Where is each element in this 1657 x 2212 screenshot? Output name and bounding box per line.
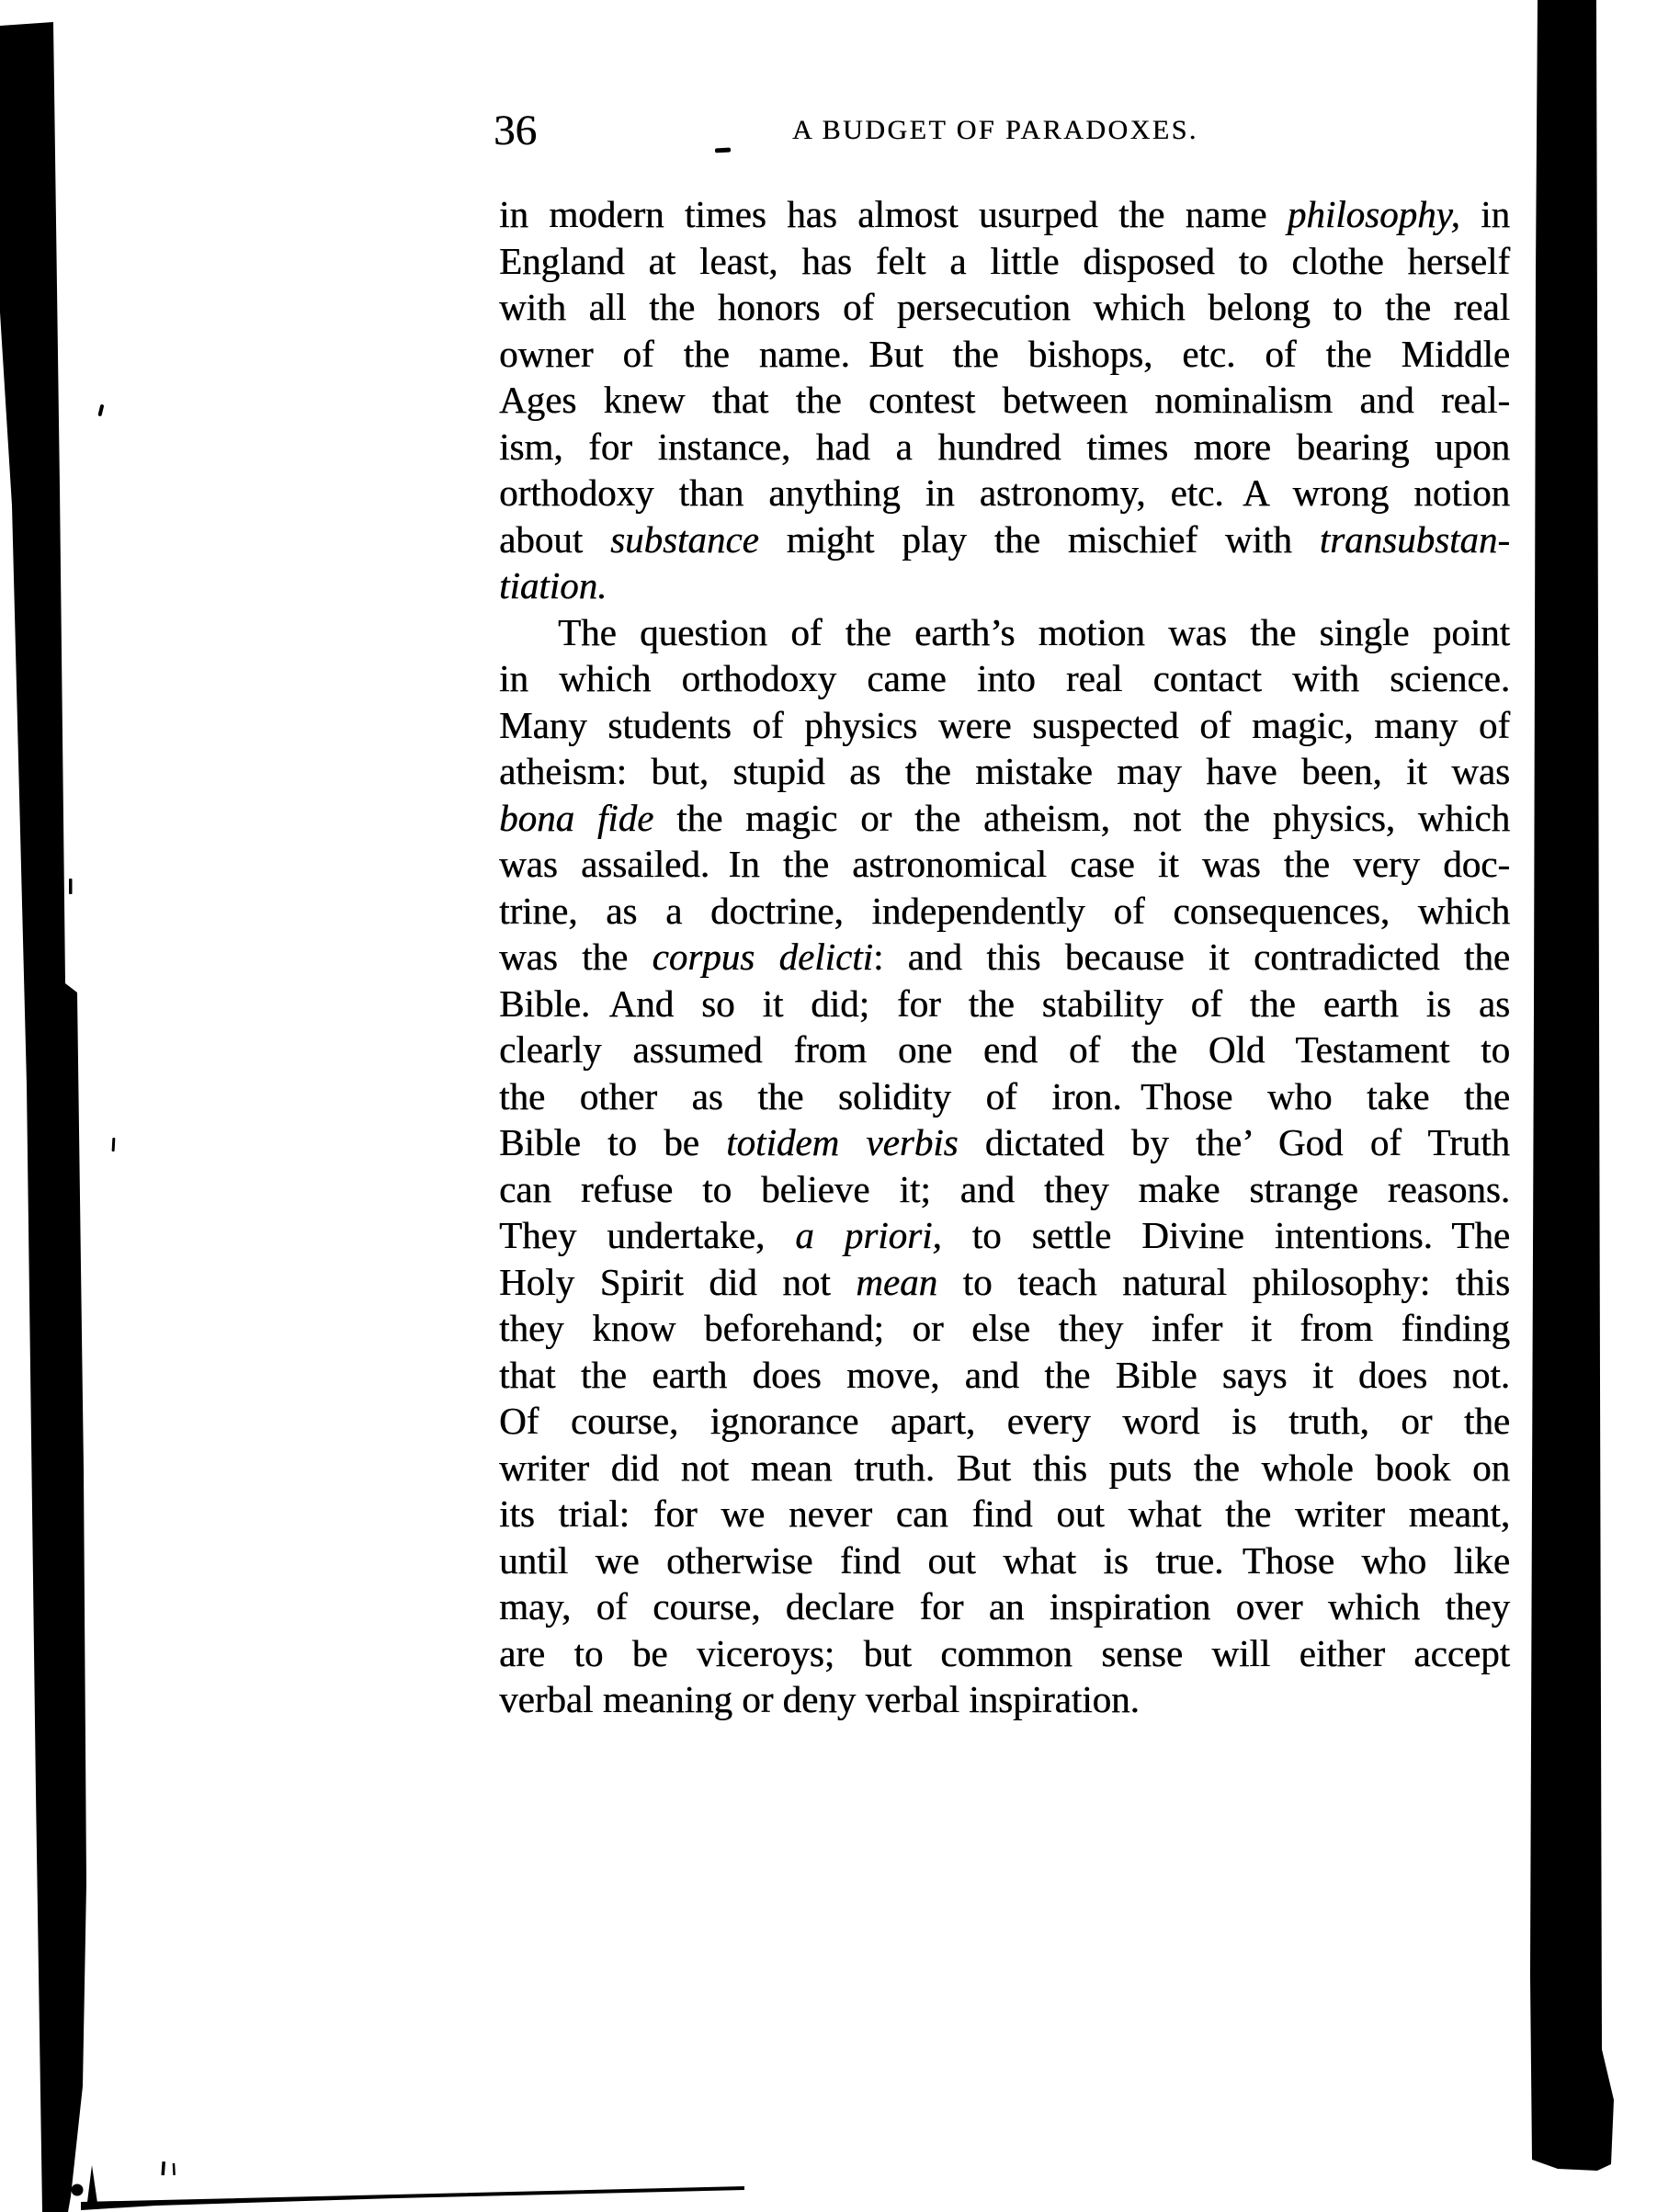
scan-speck-tick [69,879,73,894]
text-segment: can refuse to believe it; and they make strange reasons. [499,1167,1510,1210]
text-segment: trine, as a doctrine, independently of consequences, which [499,889,1510,932]
text-line [499,331,1510,378]
text-segment: its trial: for we never can find out what the writer meant, [499,1492,1510,1535]
scan-speck-tick [161,2161,165,2175]
text-segment: was the [499,936,653,978]
text-line [499,841,1510,888]
text-line [499,1073,1510,1120]
text-segment: writer did not mean truth. But this puts the whole book on [499,1446,1510,1489]
text-line [499,748,1510,795]
text-segment: They undertake, [499,1214,796,1256]
text-line [499,795,1510,842]
text-segment: verbal meaning or deny verbal inspiration. [499,1678,1140,1720]
text-segment: Bible to be [499,1121,727,1163]
text-line [499,1630,1510,1677]
italic-text-segment: tiation. [499,564,607,607]
italic-text-segment: bona fide [499,796,654,839]
text-line [499,191,1510,238]
page-number: 36 [494,107,537,154]
text-segment: dictated by the’ God of Truth [958,1121,1510,1163]
text-segment: Many students of physics were suspected of magic, many of [499,703,1510,746]
italic-text-segment: totidem verbis [726,1121,959,1163]
scan-bottom-edge-line [81,2186,744,2210]
text-line [499,470,1510,516]
text-line [499,1305,1510,1352]
text-line [499,1212,1510,1259]
text-line [499,1491,1510,1537]
text-segment: with all the honors of persecution which belong to the real [499,286,1510,328]
text-line [499,1259,1510,1306]
text-segment: Of course, ignorance apart, every word is truth, or the [499,1400,1510,1442]
text-line [499,702,1510,749]
scan-speck-comma [97,404,104,417]
scan-bar-right [1530,0,1614,2171]
scan-speck-dot [72,2184,84,2196]
text-line [499,1445,1510,1492]
scan-bar-left [0,22,86,2212]
text-segment: clearly assumed from one end of the Old Testament to [499,1028,1510,1071]
text-segment: orthodoxy than anything in astronomy, etc. A wrong notion [499,471,1510,514]
text-line [499,934,1510,981]
text-line [499,981,1510,1027]
text-segment: was assailed. In the astronomical case it was the very doc- [499,843,1510,885]
text-segment: atheism: but, stupid as the mistake may have been, it was [499,750,1510,792]
running-title: A BUDGET OF PARADOXES. [792,115,1198,145]
text-line [499,562,1510,609]
text-segment: about [499,517,611,561]
text-segment: Bible. And so it did; for the stability of the earth is as [499,981,1510,1025]
scan-speck-tick [112,1138,116,1151]
text-segment: The question of the earth’s motion was the single point [558,610,1510,653]
scan-speck-tick [173,2163,176,2175]
text-segment: to teach natural philosophy: this [937,1260,1510,1303]
text-line [499,377,1510,424]
text-segment: that the earth does move, and the Bible says it does not. [499,1353,1510,1396]
scan-speck-spike [86,2165,98,2209]
text-line [499,1676,1510,1723]
text-line [499,1166,1510,1213]
text-segment: might play the mischief with [758,517,1320,561]
text-line [499,888,1510,935]
text-line [499,516,1510,563]
text-line [499,1119,1510,1166]
text-segment: in which orthodoxy came into real contact with science. [499,657,1510,699]
text-segment: the magic or the atheism, not the physics, which [653,796,1510,839]
text-segment: ism, for instance, had a hundred times more bearing upon [499,425,1510,468]
italic-text-segment: corpus delicti [652,936,873,978]
text-segment: in [1459,193,1510,235]
text-line [499,1027,1510,1073]
text-segment: in modern times has almost usurped the name [499,193,1288,235]
italic-text-segment: mean [856,1260,938,1303]
italic-text-segment: substance [610,517,759,561]
text-segment: to settle Divine intentions. The [941,1214,1510,1256]
italic-text-segment: philosophy, [1287,193,1460,235]
text-segment: they know beforehand; or else they infer it from finding [499,1307,1510,1349]
text-segment: : and this because it contradicted the [872,936,1510,978]
text-line [499,1398,1510,1445]
italic-text-segment: transubstan- [1319,517,1510,561]
scan-dash-artifact [715,148,731,153]
text-line [499,1352,1510,1399]
text-segment: England at least, has felt a little disposed to clothe herself [499,239,1510,282]
text-line [499,1537,1510,1584]
text-segment: Ages knew that the contest between nominalism and real- [499,379,1510,421]
text-line [499,238,1510,285]
text-line [499,424,1510,471]
text-segment: may, of course, declare for an inspiration over which they [499,1585,1510,1628]
text-segment: the other as the solidity of iron. Those who take the [499,1074,1510,1117]
text-segment: Holy Spirit did not [499,1260,857,1303]
text-line [499,655,1510,702]
body-text [499,191,1510,1723]
text-segment: until we otherwise find out what is true. Those who like [499,1538,1510,1582]
text-line [499,1583,1510,1630]
text-line [499,284,1510,331]
text-segment: are to be viceroys; but common sense will either accept [499,1631,1510,1674]
text-segment: owner of the name. But the bishops, etc. of the Middle [499,332,1510,375]
italic-text-segment: a priori, [795,1214,942,1256]
text-line [499,609,1510,656]
